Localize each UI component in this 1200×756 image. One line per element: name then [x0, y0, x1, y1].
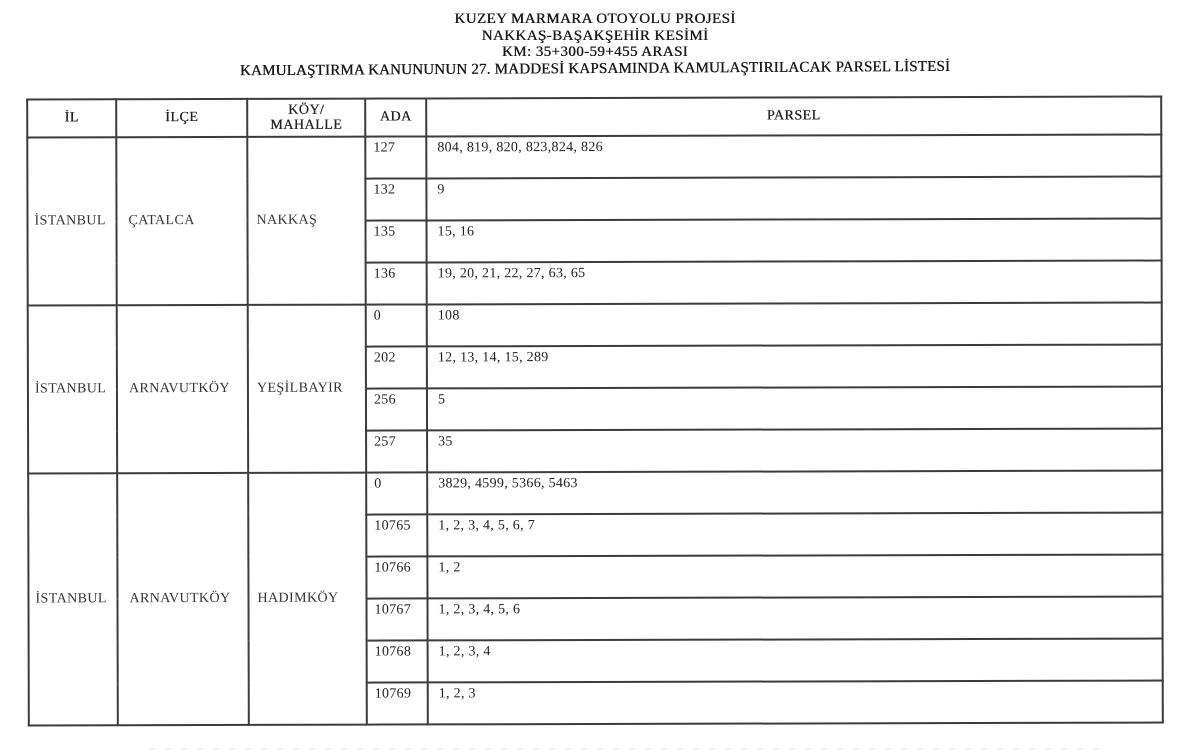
col-header-ilce: İLÇE	[116, 99, 247, 137]
ada-cell: 136	[366, 262, 427, 304]
header-row	[27, 97, 1161, 138]
table-row	[28, 303, 1162, 348]
parsel-cell: 3829, 4599, 5366, 5463	[427, 471, 1162, 515]
doc-title-line-1: KUZEY MARMARA OTOYOLU PROJESİ	[454, 11, 736, 27]
ada-cell: 256	[366, 388, 427, 430]
koy-mahalle-cell: NAKKAŞ	[247, 137, 365, 305]
parsel-cell: 804, 819, 820, 823,824, 826	[426, 135, 1161, 179]
col-header-koy-mahalle: KÖY/ MAHALLE	[247, 99, 365, 137]
ada-cell: 127	[365, 136, 426, 178]
scan-artifact-line	[150, 748, 1100, 750]
il-cell: İSTANBUL	[28, 305, 117, 473]
document-title-block	[27, 11, 1163, 77]
table-row	[27, 135, 1161, 180]
ilce-cell: ARNAVUTKÖY	[117, 305, 248, 473]
ada-cell: 10765	[366, 514, 427, 556]
ilce-cell: ARNAVUTKÖY	[117, 473, 249, 725]
parsel-cell: 1, 2, 3, 4	[428, 639, 1163, 683]
col-header-ada: ADA	[365, 98, 426, 136]
parsel-cell: 5	[427, 387, 1162, 431]
ada-cell: 202	[366, 346, 427, 388]
doc-title-line-3: KM: 35+300-59+455 ARASI	[501, 44, 689, 60]
parsel-cell: 15, 16	[427, 219, 1162, 263]
ilce-cell: ÇATALCA	[116, 137, 247, 305]
parsel-cell: 12, 13, 14, 15, 289	[427, 345, 1162, 389]
table-row	[28, 471, 1162, 516]
ada-cell: 0	[366, 472, 427, 514]
parcel-table-body	[27, 135, 1163, 726]
parsel-cell: 108	[427, 303, 1162, 347]
parcel-table-head	[27, 97, 1161, 138]
il-cell: İSTANBUL	[28, 473, 118, 725]
doc-title-line-2: NAKKAŞ-BAŞAKŞEHİR KESİMİ	[481, 27, 709, 44]
parsel-cell: 19, 20, 21, 22, 27, 63, 65	[427, 261, 1162, 305]
ada-cell: 257	[366, 430, 427, 472]
ada-cell: 10768	[367, 640, 428, 682]
parsel-cell: 1, 2, 3	[428, 681, 1163, 725]
ada-cell: 0	[366, 304, 427, 346]
parsel-cell: 1, 2	[427, 555, 1162, 599]
koy-mahalle-cell: YEŞİLBAYIR	[248, 305, 366, 473]
ada-cell: 135	[366, 220, 427, 262]
parsel-cell: 1, 2, 3, 4, 5, 6, 7	[427, 513, 1162, 557]
ada-cell: 10767	[366, 598, 427, 640]
parsel-cell: 35	[427, 429, 1162, 473]
doc-title-line-4: KAMULAŞTIRMA KANUNUNUN 27. MADDESİ KAPSAMINDA KAMULAŞTIRILACAK PARSEL LİSTESİ	[239, 58, 951, 79]
il-cell: İSTANBUL	[27, 137, 116, 305]
parsel-cell: 9	[426, 177, 1161, 221]
parcel-table	[26, 96, 1164, 727]
parsel-cell: 1, 2, 3, 4, 5, 6	[427, 597, 1162, 641]
col-header-il: İL	[27, 99, 116, 137]
ada-cell: 10769	[367, 682, 428, 724]
ada-cell: 10766	[366, 556, 427, 598]
col-header-parsel: PARSEL	[426, 97, 1161, 137]
koy-mahalle-cell: HADIMKÖY	[248, 473, 367, 725]
ada-cell: 132	[365, 178, 426, 220]
